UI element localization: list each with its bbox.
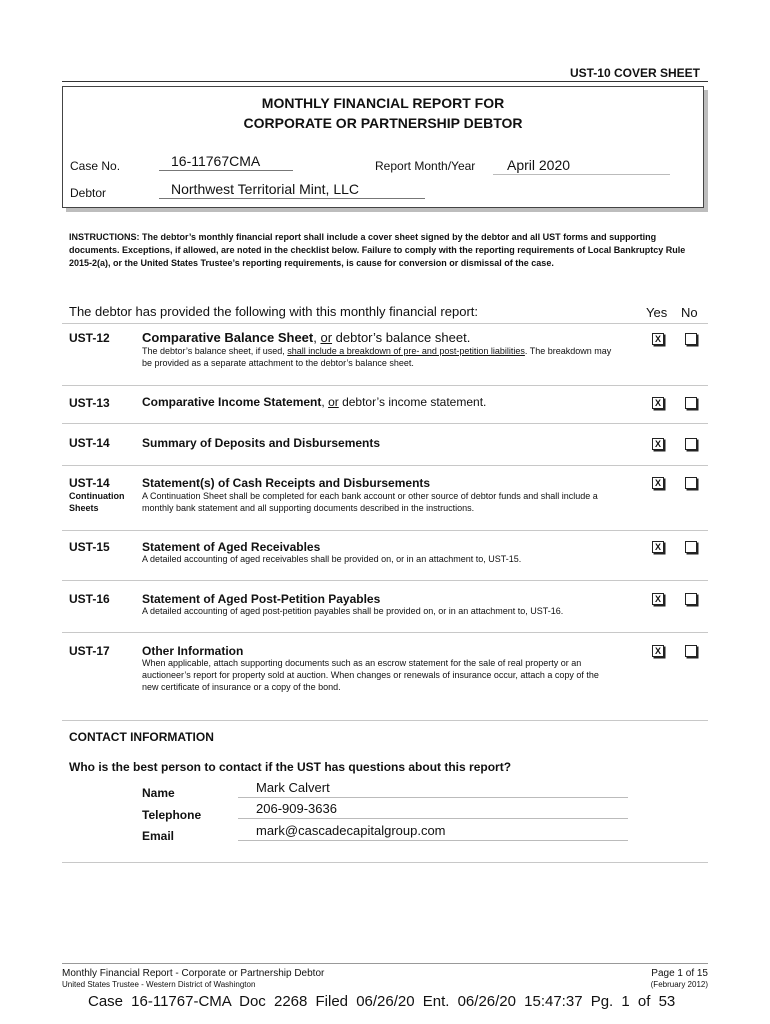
- item-desc-ust-12: The debtor’s balance sheet, if used, shall include a breakdown of pre- and post-petition liabilities. The breakdown may be provided as a separate attachment to the debtor’s balance sheet.: [142, 346, 612, 368]
- no-checkbox-ust-13[interactable]: [685, 397, 697, 409]
- item-code-ust-17: UST-17: [69, 644, 110, 658]
- court-filing-stamp: Case 16-11767-CMA Doc 2268 Filed 06/26/20 Ent. 06/26/20 15:47:37 Pg. 1 of 53: [88, 993, 676, 1010]
- item-title-ust-15: Statement of Aged Receivables: [142, 540, 321, 554]
- checklist-intro: The debtor has provided the following with this monthly financial report:: [69, 304, 478, 319]
- item-desc-ust-16: A detailed accounting of aged post-petition payables shall be provided on, or in an attachment to, UST-16.: [142, 606, 564, 616]
- item-desc-ust-14-cash: A Continuation Sheet shall be completed for each bank account or other source of debtor funds and shall include a monthly bank statement and all supporting documents described in the instructions.: [142, 491, 598, 513]
- contact-phone-label: Telephone: [142, 808, 202, 822]
- footer-rule: [62, 963, 708, 964]
- report-month-field[interactable]: April 2020: [493, 157, 670, 175]
- no-checkbox-ust-14-summary[interactable]: [685, 438, 697, 450]
- instructions-text: INSTRUCTIONS: The debtor’s monthly financial report shall include a cover sheet signed by the debtor and all UST forms and supporting documents. Exceptions, if allowed, are noted in the checklist below. Failure to comply with the reporting requirements of Local Bankruptcy Rule 2015-2(a), or the United States Trustee’s reporting requirements, is cause for conversion or dismissal of the case.: [69, 232, 686, 268]
- no-checkbox-ust-14-cash[interactable]: [685, 477, 697, 489]
- report-title-line2: CORPORATE OR PARTNERSHIP DEBTOR: [243, 115, 523, 131]
- item-title-ust-14-cash: Statement(s) of Cash Receipts and Disbursements: [142, 476, 431, 490]
- divider: [62, 423, 708, 424]
- no-checkbox-ust-12[interactable]: [685, 333, 697, 345]
- report-title-line1: MONTHLY FINANCIAL REPORT FOR: [261, 95, 505, 111]
- item-title-ust-12: Comparative Balance Sheet, or debtor’s balance sheet.: [142, 330, 471, 345]
- debtor-field[interactable]: Northwest Territorial Mint, LLC: [159, 181, 425, 199]
- yes-checkbox-ust-15[interactable]: X: [652, 541, 664, 553]
- divider: [62, 323, 708, 324]
- contact-question: Who is the best person to contact if the UST has questions about this report?: [69, 760, 512, 774]
- item-title-ust-16: Statement of Aged Post-Petition Payables: [142, 592, 381, 606]
- contact-phone-field[interactable]: 206-909-3636: [238, 801, 628, 819]
- header-box: [62, 86, 704, 208]
- contact-email-field[interactable]: mark@cascadecapitalgroup.com: [238, 823, 628, 841]
- divider: [62, 465, 708, 466]
- yes-checkbox-ust-13[interactable]: X: [652, 397, 664, 409]
- item-code-ust-12: UST-12: [69, 331, 110, 345]
- footer-form-date: (February 2012): [650, 980, 708, 989]
- no-checkbox-ust-15[interactable]: [685, 541, 697, 553]
- footer-agency: United States Trustee - Western District of Washington: [62, 980, 256, 989]
- item-code-ust-16: UST-16: [69, 592, 110, 606]
- no-checkbox-ust-16[interactable]: [685, 593, 697, 605]
- divider: [62, 385, 708, 386]
- no-checkbox-ust-17[interactable]: [685, 645, 697, 657]
- yes-checkbox-ust-17[interactable]: X: [652, 645, 664, 657]
- divider: [62, 632, 708, 633]
- item-desc-ust-15: A detailed accounting of aged receivables shall be provided on, or in an attachment to, UST-15.: [142, 554, 522, 564]
- item-title-ust-14-summary: Summary of Deposits and Disbursements: [142, 436, 381, 450]
- divider: [62, 862, 708, 863]
- yes-checkbox-ust-12[interactable]: X: [652, 333, 664, 345]
- item-code-ust-14: UST-14: [69, 436, 110, 450]
- contact-email-label: Email: [142, 829, 175, 843]
- continuation-sheets-label: Continuation Sheets: [69, 491, 125, 513]
- yes-checkbox-ust-14-summary[interactable]: X: [652, 438, 664, 450]
- debtor-label: Debtor: [70, 186, 107, 200]
- report-month-label: Report Month/Year: [375, 159, 476, 173]
- no-column-header: No: [681, 305, 698, 320]
- case-no-label: Case No.: [70, 159, 121, 173]
- divider: [62, 720, 708, 721]
- item-code-ust-15: UST-15: [69, 540, 110, 554]
- contact-name-field[interactable]: Mark Calvert: [238, 780, 628, 798]
- divider: [62, 580, 708, 581]
- cover-sheet-title: UST-10 COVER SHEET: [569, 66, 700, 80]
- yes-column-header: Yes: [646, 305, 668, 320]
- top-rule: [62, 81, 708, 82]
- item-title-ust-13: Comparative Income Statement, or debtor’s income statement.: [142, 395, 487, 409]
- case-no-field[interactable]: 16-11767CMA: [159, 153, 293, 171]
- item-code-ust-14-continuation: UST-14: [69, 476, 110, 490]
- item-desc-ust-17: When applicable, attach supporting documents such as an escrow statement for the sale of real property or an auctioneer’s report for property sold at auction. When changes or renewals of insurance occur, attach a copy of the new certificate of insurance or a copy of the bond.: [142, 658, 599, 692]
- item-code-ust-13: UST-13: [69, 396, 110, 410]
- yes-checkbox-ust-14-cash[interactable]: X: [652, 477, 664, 489]
- yes-checkbox-ust-16[interactable]: X: [652, 593, 664, 605]
- contact-info-heading: CONTACT INFORMATION: [69, 730, 214, 744]
- contact-name-label: Name: [142, 786, 175, 800]
- divider: [62, 530, 708, 531]
- footer-form-name: Monthly Financial Report - Corporate or Partnership Debtor: [62, 968, 325, 979]
- footer-page-number: Page 1 of 15: [651, 968, 708, 979]
- item-title-ust-17: Other Information: [142, 644, 244, 658]
